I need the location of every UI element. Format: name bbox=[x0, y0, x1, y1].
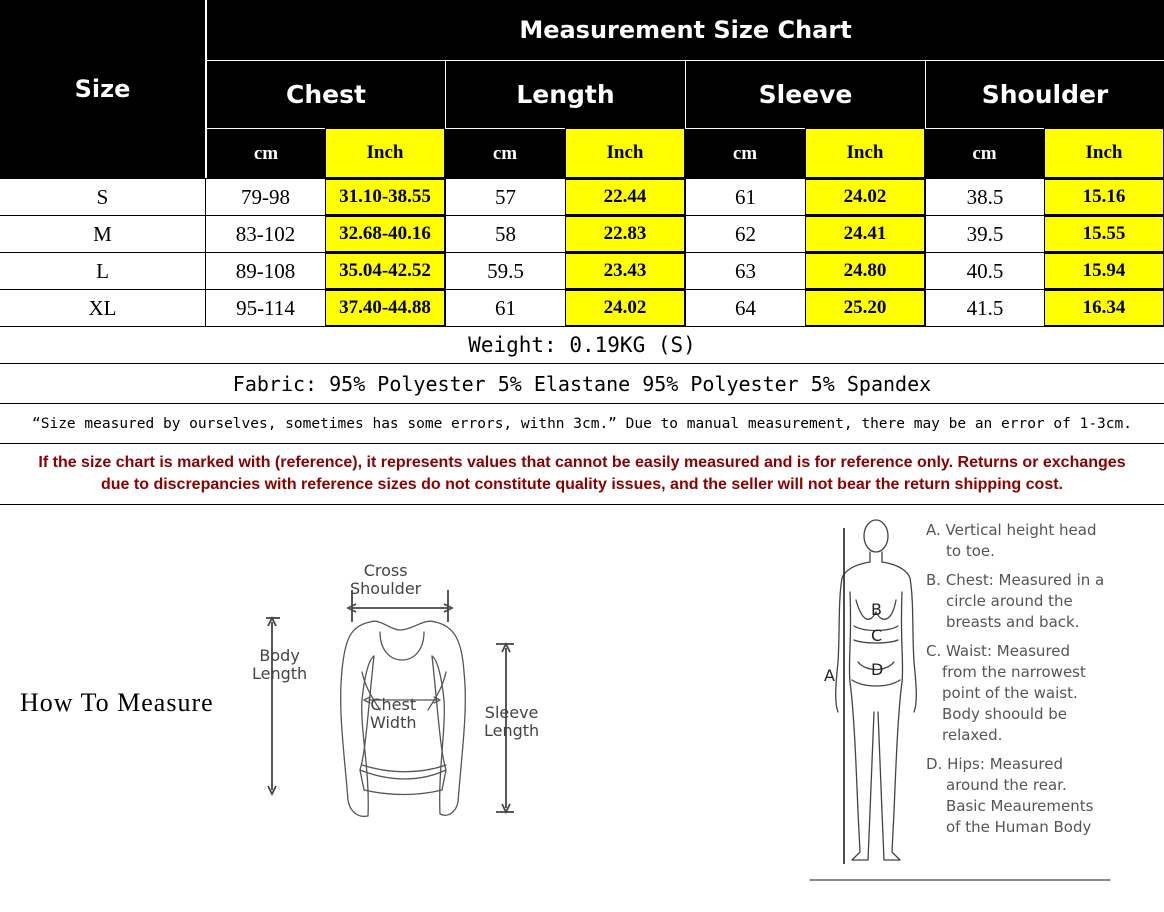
legend-line: from the narrowest bbox=[942, 663, 1086, 681]
size-cell: M bbox=[93, 221, 112, 246]
body-letter-b: B bbox=[871, 600, 882, 619]
chart-title: Measurement Size Chart bbox=[519, 16, 852, 44]
chest-inch-cell: 37.40-44.88 bbox=[325, 290, 445, 326]
unit-length-cm bbox=[445, 128, 565, 178]
length-inch-cell: 24.02 bbox=[565, 290, 685, 326]
group-header-shoulder bbox=[925, 60, 1164, 128]
body-letter-a: A bbox=[824, 666, 835, 685]
legend-a bbox=[926, 520, 1158, 562]
note-row bbox=[0, 403, 1164, 443]
length-cm-cell: 57 bbox=[445, 179, 565, 215]
table-row bbox=[0, 178, 1164, 215]
group-label-shoulder: Shoulder bbox=[981, 80, 1109, 109]
chest-inch-cell: 31.10-38.55 bbox=[325, 179, 445, 215]
unit-label: Inch bbox=[846, 142, 884, 163]
legend-d bbox=[926, 754, 1158, 838]
label-line: Chest bbox=[370, 695, 417, 714]
size-cell: L bbox=[96, 258, 109, 283]
unit-shoulder-cm bbox=[925, 128, 1044, 178]
shoulder-cm-cell: 40.5 bbox=[925, 253, 1044, 289]
legend-line: breasts and back. bbox=[946, 613, 1080, 631]
warning-row bbox=[0, 443, 1164, 504]
legend-line: A. Vertical height head bbox=[926, 521, 1097, 539]
sleeve-cm-cell: 64 bbox=[685, 290, 805, 326]
unit-shoulder-inch bbox=[1044, 128, 1164, 178]
legend-line: relaxed. bbox=[942, 726, 1003, 744]
label-line: Shoulder bbox=[350, 579, 422, 598]
shoulder-cm-cell: 41.5 bbox=[925, 290, 1044, 326]
size-header bbox=[0, 0, 205, 178]
sleeve-cm-cell: 62 bbox=[685, 216, 805, 252]
unit-sleeve-inch bbox=[805, 128, 925, 178]
legend-line: around the rear. bbox=[946, 776, 1067, 794]
shoulder-inch-cell: 16.34 bbox=[1044, 290, 1164, 326]
weight-text: Weight: 0.19KG (S) bbox=[468, 333, 696, 357]
unit-label: cm bbox=[972, 142, 997, 164]
legend-line: B. Chest: Measured in a bbox=[926, 571, 1105, 589]
group-header-sleeve bbox=[685, 60, 925, 128]
body-letter-d: D bbox=[871, 660, 884, 679]
legend-b bbox=[926, 570, 1158, 633]
group-header-chest bbox=[205, 60, 445, 128]
sleeve-cm-cell: 63 bbox=[685, 253, 805, 289]
table-row bbox=[0, 215, 1164, 252]
length-cm-cell: 58 bbox=[445, 216, 565, 252]
group-label-chest: Chest bbox=[286, 80, 366, 109]
unit-label: cm bbox=[732, 142, 758, 164]
length-inch-cell: 23.43 bbox=[565, 253, 685, 289]
how-to-measure-title: How To Measure bbox=[20, 688, 214, 717]
shoulder-cm-cell: 38.5 bbox=[925, 179, 1044, 215]
chest-width-label bbox=[370, 696, 416, 732]
cross-shoulder-label bbox=[350, 562, 421, 598]
chest-cm-cell: 95-114 bbox=[205, 290, 325, 326]
chest-cm-cell: 89-108 bbox=[205, 253, 325, 289]
legend-c bbox=[926, 641, 1158, 746]
fabric-row bbox=[0, 363, 1164, 403]
shoulder-inch-cell: 15.55 bbox=[1044, 216, 1164, 252]
garment-diagram bbox=[250, 560, 550, 820]
note-text: “Size measured by ourselves, sometimes has some errors, withn 3cm.” Due to manual measurement, there may be an error of 1-3cm. bbox=[32, 415, 1132, 432]
group-label-length: Length bbox=[516, 80, 615, 109]
unit-label: Inch bbox=[606, 142, 644, 163]
chart-title-cell bbox=[205, 0, 1164, 60]
unit-label: cm bbox=[253, 142, 279, 164]
sleeve-inch-cell: 24.80 bbox=[805, 253, 925, 289]
shoulder-inch-cell: 15.94 bbox=[1044, 253, 1164, 289]
label-line: Body bbox=[259, 646, 300, 665]
label-line: Width bbox=[370, 713, 417, 732]
warning-line-2: due to discrepancies with reference sizes do not constitute quality issues, and the seller will not bear the return shipping cost. bbox=[101, 476, 1063, 493]
legend-line: C. Waist: Measured bbox=[926, 642, 1071, 660]
size-cell: XL bbox=[88, 295, 117, 320]
warning-line-1: If the size chart is marked with (reference), it represents values that cannot be easily measured and is for reference only. Returns or exchanges bbox=[38, 454, 1126, 471]
fabric-text: Fabric: 95% Polyester 5% Elastane 95% Polyester 5% Spandex bbox=[232, 371, 932, 396]
legend-line: of the Human Body bbox=[946, 818, 1092, 836]
unit-length-inch bbox=[565, 128, 685, 178]
group-header-length bbox=[445, 60, 685, 128]
size-header-label: Size bbox=[74, 75, 131, 103]
label-line: Length bbox=[484, 721, 540, 740]
length-inch-cell: 22.44 bbox=[565, 179, 685, 215]
legend-line: to toe. bbox=[946, 542, 995, 560]
measurement-legend bbox=[926, 520, 1158, 846]
sleeve-inch-cell: 24.02 bbox=[805, 179, 925, 215]
legend-line: circle around the bbox=[946, 592, 1073, 610]
body-letter-c: C bbox=[871, 626, 883, 645]
weight-row bbox=[0, 326, 1164, 363]
label-line: Length bbox=[252, 664, 308, 683]
legend-line: D. Hips: Measured bbox=[926, 755, 1063, 773]
legend-line: Body shoould be bbox=[942, 705, 1068, 723]
chest-cm-cell: 79-98 bbox=[205, 179, 325, 215]
unit-chest-cm bbox=[205, 128, 325, 178]
shoulder-cm-cell: 39.5 bbox=[925, 216, 1044, 252]
label-line: Cross bbox=[363, 561, 408, 580]
unit-sleeve-cm bbox=[685, 128, 805, 178]
table-row bbox=[0, 289, 1164, 326]
group-label-sleeve: Sleeve bbox=[758, 80, 853, 109]
unit-chest-inch bbox=[325, 128, 445, 178]
length-inch-cell: 22.83 bbox=[565, 216, 685, 252]
unit-label: cm bbox=[492, 142, 518, 164]
sleeve-inch-cell: 24.41 bbox=[805, 216, 925, 252]
label-line: Sleeve bbox=[484, 703, 539, 722]
unit-label: Inch bbox=[366, 142, 404, 163]
body-length-label bbox=[252, 647, 307, 683]
legend-line: point of the waist. bbox=[942, 684, 1078, 702]
chest-inch-cell: 32.68-40.16 bbox=[325, 216, 445, 252]
sleeve-length-label bbox=[484, 704, 539, 740]
length-cm-cell: 61 bbox=[445, 290, 565, 326]
chest-cm-cell: 83-102 bbox=[205, 216, 325, 252]
sleeve-cm-cell: 61 bbox=[685, 179, 805, 215]
chest-inch-cell: 35.04-42.52 bbox=[325, 253, 445, 289]
shoulder-inch-cell: 15.16 bbox=[1044, 179, 1164, 215]
size-cell: S bbox=[96, 184, 109, 209]
unit-label: Inch bbox=[1085, 142, 1123, 163]
length-cm-cell: 59.5 bbox=[445, 253, 565, 289]
table-row bbox=[0, 252, 1164, 289]
sleeve-inch-cell: 25.20 bbox=[805, 290, 925, 326]
legend-line: Basic Meaurements bbox=[946, 797, 1094, 815]
